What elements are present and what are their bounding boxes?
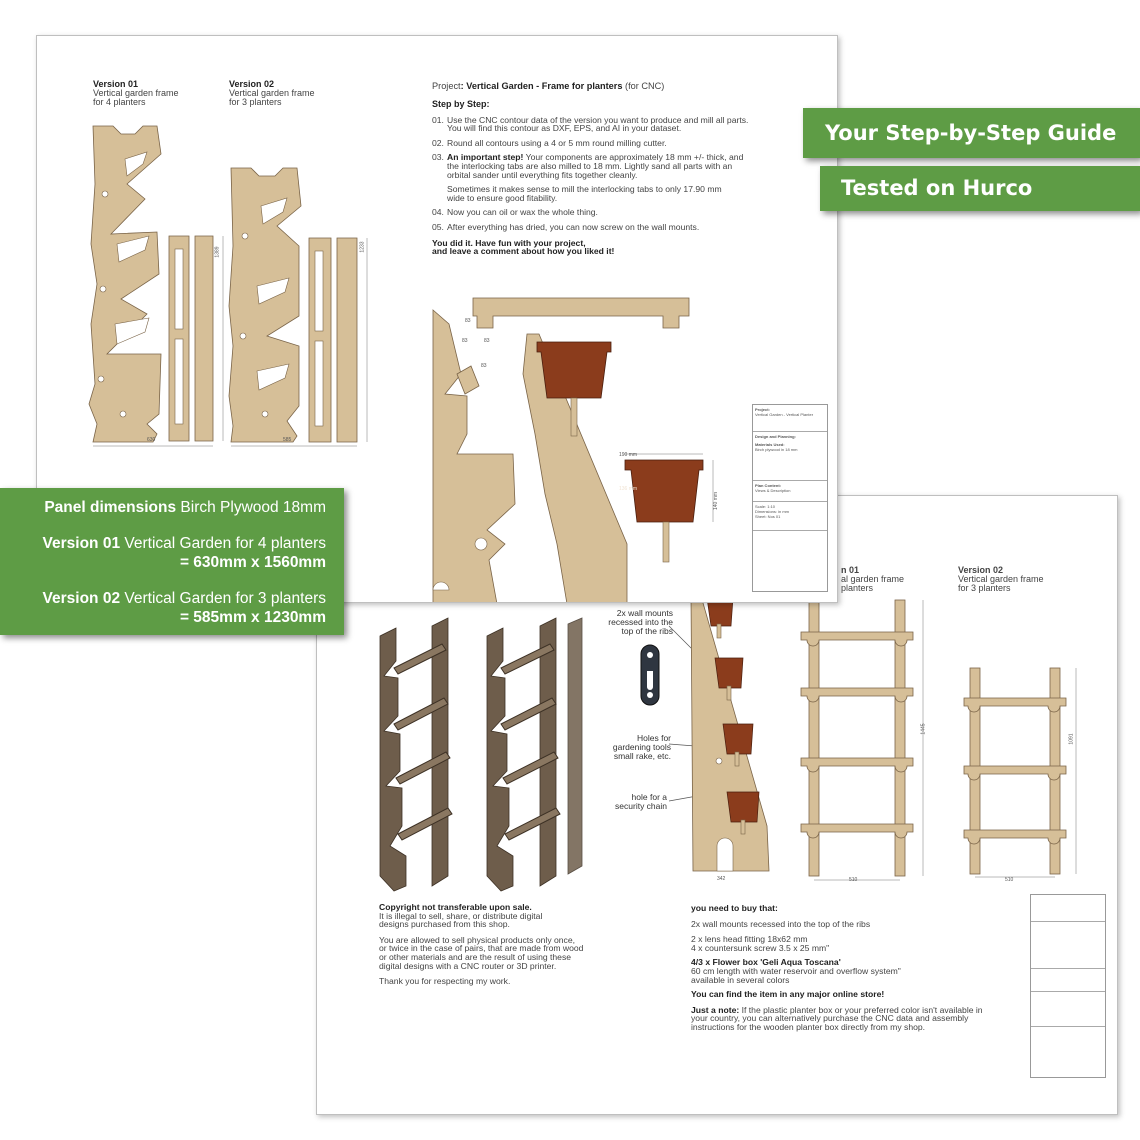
angle-label-1: 83 xyxy=(465,318,471,324)
front-title-block: Project: Vertical Garden - Vertical Planter Design and Planning: Materials Used: Birch plywood in 18 mm Plan Content: Views & Description Scale: 1:10 Dimensions: in mm Sheet: Nos 01 xyxy=(752,404,828,592)
step-heading: Step by Step: xyxy=(432,99,490,109)
wall-mount-illustration xyxy=(635,641,665,711)
panel-dimensions-box xyxy=(0,488,344,635)
copyright-notice: Copyright not transferable upon sale. It is illegal to sell, share, or distribute digital designs purchased from this shop. You are allowed to sell physical products only once, or twice in the case of pairs, that are made from wood or other materials and are the result of using these digital designs with a CNC router or 3D printer. Thank you for respecting my work. xyxy=(379,902,584,987)
closing-line-2: and leave a comment about how you liked it! xyxy=(432,246,615,257)
step-03: 03. An important step! Your components are approximately 18 mm +/- thick, and the interlocking tabs are also milled to 18 mm. Lightly sand all parts with an orbital sander until everything fits together cleanly. xyxy=(432,152,744,180)
step-01: 01. Use the CNC contour data of the version you want to produce and mill all parts. You will find this contour as DXF, EPS, and AI in your dataset. xyxy=(432,114,749,134)
side-view-with-planters xyxy=(687,596,777,876)
front-view-frame-v02 xyxy=(962,664,1102,879)
step-03-note: Sometimes it makes sense to mill the interlocking tabs to only 17.90 mm wide to ensure good fitability. xyxy=(447,184,722,203)
front-view-frame-v01 xyxy=(797,596,937,881)
front-version01-header: Version 01 Vertical garden frame for 4 planters xyxy=(93,79,179,107)
dimension-510a: 510 xyxy=(849,877,858,883)
tested-on-hurco-banner: Tested on Hurco xyxy=(820,166,1140,211)
panel-version02-line: Version 02 Vertical Garden for 3 planters xyxy=(42,590,326,607)
panel-version02-dims: = 585mm x 1230mm xyxy=(179,609,326,626)
dimension-342: 342 xyxy=(717,876,726,882)
front-version02-header: Version 02 Vertical garden frame for 3 planters xyxy=(229,79,315,107)
back-title-block xyxy=(1030,894,1106,1078)
cut-parts-version01 xyxy=(87,124,247,454)
callout-security-chain: hole for a security chain xyxy=(615,792,667,811)
callout-tool-holes: Holes for gardening tools small rake, etc. xyxy=(612,733,671,761)
dimension-510b: 510 xyxy=(1005,877,1014,883)
dimension-1445: 1445 xyxy=(920,723,927,735)
angle-label-4: 83 xyxy=(481,363,487,369)
panel-version01-dims: = 630mm x 1560mm xyxy=(179,554,326,571)
instructions-block xyxy=(432,81,792,256)
dimension-630: 630 xyxy=(147,437,156,443)
back-version02-header: Version 02 Vertical garden frame for 3 planters xyxy=(958,565,1044,593)
project-title: Project: Vertical Garden - Frame for planters (for CNC) xyxy=(432,81,665,91)
angle-label-2: 83 xyxy=(462,338,468,344)
pot-dim-mid: 136 mm xyxy=(619,486,638,492)
back-version01-header: n 01 al garden frame planters xyxy=(841,565,905,593)
step-by-step-guide-banner: Your Step-by-Step Guide xyxy=(803,108,1140,158)
dimension-1091: 1091 xyxy=(1068,733,1075,745)
pot-dim-side: 140 mm xyxy=(713,491,720,511)
dimension-585: 585 xyxy=(283,437,292,443)
cut-parts-version02 xyxy=(227,166,387,451)
pot-dim-top: 190 mm xyxy=(619,452,638,458)
angle-label-3: 83 xyxy=(484,338,490,344)
shopping-list: you need to buy that: 2x wall mounts recessed into the top of the ribs 2 x lens head fitting 18x62 mm 4 x countersunk screw 3.5 x 25 mm" 4/3 x Flower box 'Geli Aqua Toscana' 60 cm length with water reservoir and overflow system" available in several colors You can find the item in any major online store! Just a note: If the plastic planter box or your preferred color isn't available in your country, you can alternatively purchase the CNC data and assembly instructions for the wooden planter box directly from my shop. xyxy=(691,903,983,1032)
step-02: 02. Round all contours using a 4 or 5 mm round milling cutter. xyxy=(432,137,667,148)
panel-version01-line: Version 01 Vertical Garden for 4 planters xyxy=(42,535,326,552)
dimension-1389: 1389 xyxy=(214,246,221,258)
step-04: 04. Now you can oil or wax the whole thing. xyxy=(432,207,598,218)
dimension-1233: 1233 xyxy=(359,241,366,253)
note-label: Just a note: xyxy=(691,1004,740,1015)
closing-line-1: You did it. Have fun with your project, xyxy=(432,237,586,248)
step-05: 05. After everything has dried, you can now screw on the wall mounts. xyxy=(432,221,700,232)
assembly-detail-drawing xyxy=(427,294,720,603)
callout-wall-mounts: 2x wall mounts recessed into the top of the ribs xyxy=(608,608,673,636)
panel-material-line: Panel dimensions Birch Plywood 18mm xyxy=(44,499,326,516)
